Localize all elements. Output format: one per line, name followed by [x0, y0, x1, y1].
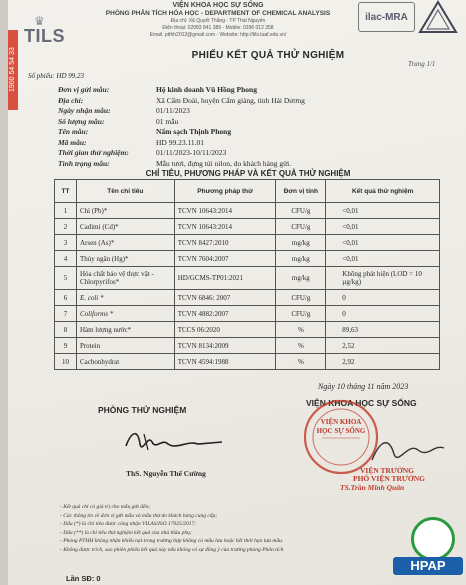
results-table	[54, 179, 440, 370]
footnote: - Dấu (**) là chỉ tiêu thử nghiệm kết quả của nhà thầu phụ;	[60, 529, 192, 536]
info-row	[58, 85, 458, 96]
info-row	[58, 127, 458, 138]
info-label: Tên mẫu:	[58, 127, 89, 136]
department-name: PHÒNG PHÂN TÍCH HÓA HỌC - DEPARTMENT OF CHEMICAL ANALYSIS	[105, 10, 331, 17]
info-value: Nấm sạch Thịnh Phong	[156, 127, 232, 136]
info-label: Tình trạng mẫu:	[58, 158, 110, 168]
info-value: 01 mẫu	[156, 116, 179, 126]
row-result: Không phát hiện (LOD = 10 µg/kg)	[326, 267, 440, 290]
row-result: <0,01	[326, 235, 440, 251]
row-result: <0,01	[326, 203, 440, 219]
info-value: Hộ kinh doanh Vũ Hồng Phong	[156, 85, 257, 94]
info-row	[58, 159, 458, 170]
row-parameter: Protein	[76, 338, 174, 354]
row-number: 1	[55, 203, 77, 219]
row-unit: mg/kg	[276, 235, 326, 251]
hpap-leaf-icon	[411, 517, 455, 561]
footnote: - Dấu (*) là chỉ tiêu được công nhận VILAS/ISO 17025/2017;	[60, 521, 197, 527]
row-method: TCVN 4882:2007	[174, 306, 276, 322]
row-method: TCVN 8427:2010	[174, 235, 276, 251]
row-unit: CFU/g	[276, 219, 326, 235]
table-row	[55, 219, 440, 235]
info-value: 01/11/2023-10/11/2023	[156, 148, 227, 157]
table-row	[55, 354, 440, 370]
left-signer-title: PHÒNG THỬ NGHIỆM	[98, 405, 187, 415]
col-header: Kết quả thử nghiệm	[326, 180, 440, 203]
info-value: 01/11/2023	[156, 106, 190, 115]
info-row	[58, 148, 458, 159]
row-parameter: Hàm lượng nước*	[76, 322, 174, 338]
row-number: 8	[55, 322, 77, 338]
col-header: Đơn vị tính	[276, 180, 326, 203]
email: Email: ptthh2012@gmail.com - Website: http://tils.tuaf.edu.vn/	[149, 32, 287, 38]
row-unit: %	[276, 322, 326, 338]
info-label: Ngày nhận mẫu:	[58, 106, 111, 115]
info-value: HD 99.23.11.01	[156, 137, 205, 147]
row-parameter: Cacbonhydrat	[76, 354, 174, 370]
row-number: 6	[55, 290, 77, 306]
side-strip: 1900 54 54 33	[8, 30, 18, 110]
row-unit: %	[276, 354, 326, 370]
row-method: HD/GCMS-TP01:2021	[174, 267, 276, 290]
row-parameter: Cadimi (Cd)*	[76, 219, 174, 235]
row-method: TCVN 7604:2007	[174, 251, 276, 267]
letterhead	[78, 2, 358, 38]
row-number: 2	[55, 219, 77, 235]
issue-date: Ngày 10 tháng 11 năm 2023	[318, 382, 409, 391]
footnote: - Không được trích, sao phiên phiếu kết quả này nếu không có sự đồng ý của trường phòng Phân tích	[60, 546, 284, 553]
row-method: TCVN 6846: 2007	[174, 290, 276, 306]
report-number-value: HD 99.23	[56, 72, 85, 80]
address: Địa chỉ: Xã Quyết Thắng - TP Thái Nguyên	[170, 18, 266, 24]
row-unit: mg/kg	[276, 267, 326, 290]
info-value: Mẫu tươi, đựng túi nilon, do khách hàng gửi.	[156, 158, 292, 168]
row-number: 7	[55, 306, 77, 322]
row-unit: CFU/g	[276, 203, 326, 219]
info-label: Địa chỉ:	[58, 95, 84, 105]
crown-icon: ♛	[34, 14, 45, 28]
accreditation-triangle-icon	[418, 0, 458, 34]
right-signer-name: TS.Trần Minh Quân	[340, 483, 405, 492]
signature-left-icon	[118, 420, 228, 460]
footnotes	[60, 503, 420, 554]
col-header: Phương pháp thử	[174, 180, 276, 203]
info-value: Xã Cẩm Đoài, huyện Cẩm giàng, tỉnh Hải Dương	[156, 95, 305, 105]
table-row	[55, 322, 440, 338]
row-parameter: Thủy ngân (Hg)*	[76, 251, 174, 267]
footnote: - Các thông tin về đơn vị gửi mẫu và mẫu thử do khách hàng cung cấp;	[60, 512, 218, 519]
footnote: - Kết quả chỉ có giá trị cho mẫu gửi đến;	[60, 504, 151, 510]
left-signer-name: ThS. Nguyễn Thế Cường	[126, 469, 206, 478]
table-row	[55, 267, 440, 290]
report-number	[28, 72, 84, 80]
row-number: 5	[55, 267, 77, 290]
section-title: CHỈ TIÊU, PHƯƠNG PHÁP VÀ KẾT QUẢ THỬ NGHIỆM	[145, 169, 351, 178]
row-method: TCVN 4594:1988	[174, 354, 276, 370]
info-row	[58, 138, 458, 149]
phone: Điện thoại: 02083 841 389 - Mobile: 0396 012 358	[162, 25, 274, 31]
row-unit: %	[276, 338, 326, 354]
row-parameter: Chì (Pb)*	[76, 203, 174, 219]
table-row	[55, 203, 440, 219]
info-label: Đơn vị gửi mẫu:	[58, 85, 110, 94]
row-parameter: Arsen (As)*	[76, 235, 174, 251]
ilac-logo: ilac-MRA	[358, 2, 415, 32]
info-row	[58, 96, 458, 107]
col-header: Tên chỉ tiêu	[76, 180, 174, 203]
signature-right-icon	[368, 430, 448, 470]
row-unit: CFU/g	[276, 290, 326, 306]
row-number: 9	[55, 338, 77, 354]
row-result: 0	[326, 306, 440, 322]
institute-name: VIỆN KHOA HỌC SỰ SỐNG	[172, 2, 264, 9]
table-row	[55, 338, 440, 354]
hpap-text: HPAP	[393, 557, 463, 575]
stamp-text: VIỆN KHOA HỌC SỰ SỐNG	[316, 418, 366, 435]
footnote: - Phòng PTHH không nhận khiếu nại trong trường hợp không có mẫu lưu hoặc hết thời hạn lưu mẫu.	[60, 538, 284, 544]
info-label: Thời gian thử nghiệm:	[58, 148, 129, 157]
info-label: Số lượng mẫu:	[58, 116, 105, 126]
row-result: 0	[326, 290, 440, 306]
right-signer-title: VIỆN KHOA HỌC SỰ SỐNG	[306, 398, 417, 408]
page-number: Trang 1/1	[408, 60, 436, 68]
row-parameter: Hóa chất bảo vệ thực vật - Chlorpyrifos*	[76, 267, 174, 290]
revision-label: Lần SĐ: 0	[66, 574, 101, 583]
report-number-label: Số phiếu:	[28, 72, 55, 80]
row-method: TCVN 10643:2014	[174, 219, 276, 235]
table-header-row	[55, 180, 440, 203]
report-title: PHIẾU KẾT QUẢ THỬ NGHIỆM	[191, 50, 345, 61]
tils-logo-text: TILS	[24, 26, 65, 46]
col-header: TT	[55, 180, 77, 203]
right-signer-role-deputy: PHÓ VIỆN TRƯỞNG	[353, 474, 425, 483]
row-unit: mg/kg	[276, 251, 326, 267]
row-unit: CFU/g	[276, 306, 326, 322]
info-row	[58, 117, 458, 128]
table-row	[55, 251, 440, 267]
row-result: 2,92	[326, 354, 440, 370]
row-number: 4	[55, 251, 77, 267]
info-label: Mã mẫu:	[58, 137, 87, 147]
row-number: 3	[55, 235, 77, 251]
info-row	[58, 106, 458, 117]
row-parameter: Coliforms *	[76, 306, 174, 322]
row-parameter: E. coli *	[76, 290, 174, 306]
row-result: <0,01	[326, 251, 440, 267]
hpap-watermark	[393, 517, 463, 582]
sample-info	[58, 85, 458, 169]
tils-logo	[20, 14, 70, 44]
row-result: 2,52	[326, 338, 440, 354]
report-sheet	[8, 0, 466, 585]
row-method: TCVN 8134:2009	[174, 338, 276, 354]
table-row	[55, 290, 440, 306]
table-row	[55, 235, 440, 251]
row-method: TCCS 06:2020	[174, 322, 276, 338]
row-result: <0,01	[326, 219, 440, 235]
right-signer-role: VIỆN TRƯỞNG	[360, 466, 414, 475]
table-row	[55, 306, 440, 322]
row-result: 89,63	[326, 322, 440, 338]
row-number: 10	[55, 354, 77, 370]
row-method: TCVN 10643:2014	[174, 203, 276, 219]
